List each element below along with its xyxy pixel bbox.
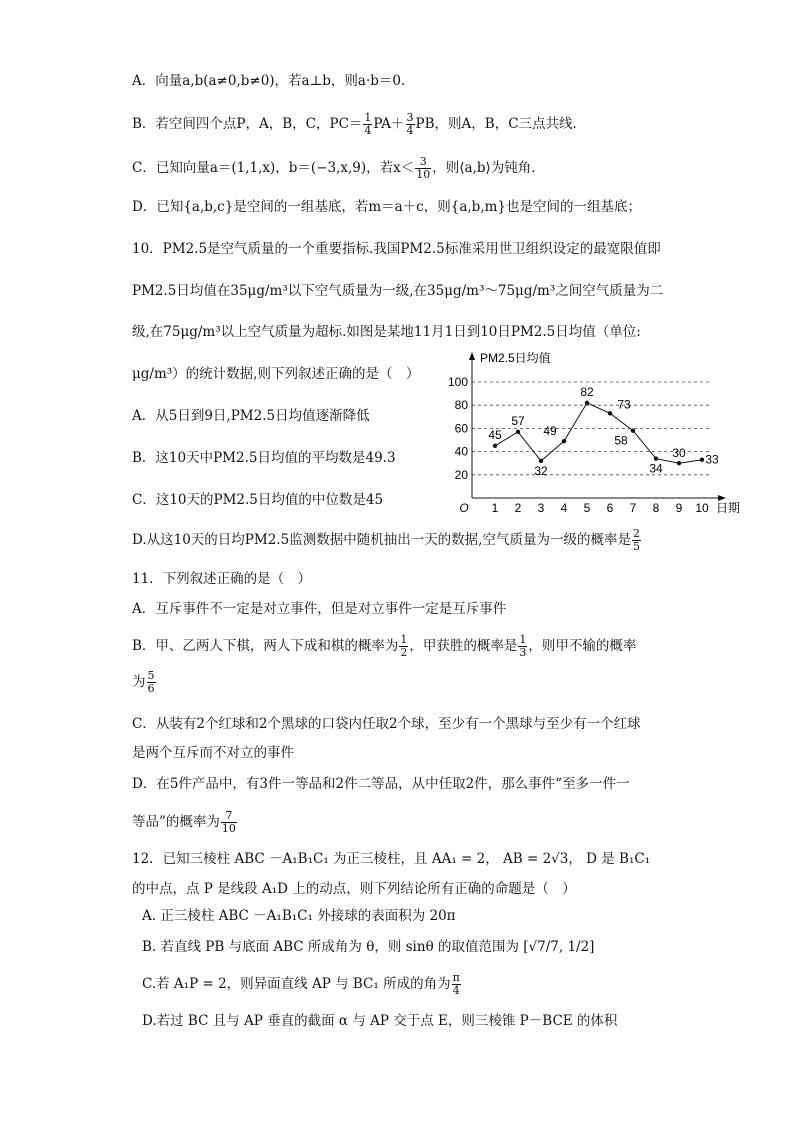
q12-stem-line-1: 12．已知三棱柱 ABC －A₁B₁C₁ 为正三棱柱，且 AA₁ = 2， AB = 2√3， D 是 B₁C₁ xyxy=(132,851,651,867)
series-line xyxy=(495,403,702,463)
q9-c-post: ，则⟨a,b⟩为钝角． xyxy=(432,160,545,176)
q12-c-pre: C.若 A₁P = 2，则异面直线 AP 与 BC₁ 所成的角为 xyxy=(142,976,451,992)
q11-option-d-line-2 xyxy=(132,810,238,835)
data-point xyxy=(677,461,681,465)
fraction: $\frac{3}{10}$ xyxy=(416,155,431,181)
q11-b-mid: ，甲获胜的概率是 xyxy=(409,638,518,654)
q10-d-pre: D.从这10天的日均PM2.5监测数据中随机抽出一天的数据,空气质量为一级的概率是 xyxy=(132,532,631,548)
x-tick-label: 10 xyxy=(695,501,709,515)
fraction: $\frac{1}{4}$ xyxy=(364,111,372,137)
fraction: $\frac{1}{3}$ xyxy=(519,633,527,659)
x-tick-label: 6 xyxy=(606,501,614,515)
q10-stem-line-4: μg/m³）的统计数据,则下列叙述正确的是（ ） xyxy=(132,366,420,382)
q11-b-pre: B．甲、乙两人下棋，两人下成和棋的概率为 xyxy=(132,638,399,654)
q10-option-d xyxy=(132,528,642,553)
data-point xyxy=(654,456,658,460)
x-tick-label: 5 xyxy=(583,501,591,515)
data-label: 82 xyxy=(580,384,594,399)
q10-option-b: B．这10天中PM2.5日均值的平均数是49.3 xyxy=(132,450,396,466)
fraction: $\frac{7}{10}$ xyxy=(221,809,236,835)
y-tick-label: 20 xyxy=(454,467,468,482)
data-label: 57 xyxy=(511,413,525,428)
fraction: $\frac{\pi}{4}$ xyxy=(452,971,460,997)
q10-option-c: C．这10天的PM2.5日均值的中位数是45 xyxy=(132,492,384,508)
y-axis-arrow xyxy=(469,352,475,360)
y-tick-label: 80 xyxy=(454,398,468,413)
x-tick-label: 9 xyxy=(675,501,683,515)
data-point xyxy=(585,401,589,405)
y-tick-label: 40 xyxy=(454,444,468,459)
q9-b-pre: B．若空间四个点P，A，B，C，PC＝ xyxy=(132,116,363,132)
pm25-line-chart xyxy=(440,346,750,516)
q11-option-a: A．互斥事件不一定是对立事件，但是对立事件一定是互斥事件 xyxy=(132,601,507,617)
q11-option-c-line-2: 是两个互斥而不对立的事件 xyxy=(132,745,294,761)
data-point xyxy=(493,444,497,448)
fraction: $\frac{5}{6}$ xyxy=(147,669,155,695)
q10-stem-line-2: PM2.5日均值在35μg/m³以下空气质量为一级,在35μg/m³～75μg/m³之间空气质量为二 xyxy=(132,283,664,299)
q10-stem-line-1: 10．PM2.5是空气质量的一个重要指标.我国PM2.5标准采用世卫组织设定的最宽限值即 xyxy=(132,241,661,257)
q12-option-c xyxy=(142,972,462,997)
x-tick-label: 7 xyxy=(629,501,637,515)
q9-c-pre: C．已知向量a＝(1,1,x)，b＝(−3,x,9)，若x＜ xyxy=(132,160,415,176)
data-point xyxy=(631,429,635,433)
data-label: 32 xyxy=(534,463,548,478)
q12-option-d: D.若过 BC 且与 AP 垂直的截面 α 与 AP 交于点 E，则三棱锥 P－BCE 的体积 xyxy=(142,1013,618,1029)
data-label: 30 xyxy=(672,446,686,461)
q11-d2-pre: 等品”的概率为 xyxy=(132,814,220,830)
data-point xyxy=(700,458,704,462)
q9-b-mid: PA＋ xyxy=(373,116,405,132)
q9-b-post: PB，则A，B，C三点共线． xyxy=(415,116,587,132)
q9-option-c xyxy=(132,156,545,181)
y-tick-label: 60 xyxy=(454,421,468,436)
data-point xyxy=(539,459,543,463)
data-point xyxy=(562,439,566,443)
x-tick-label: 3 xyxy=(537,501,545,515)
q12-stem-line-2: 的中点，点 P 是线段 A₁D 上的动点，则下列结论所有正确的命题是（ ） xyxy=(132,881,576,897)
data-label: 33 xyxy=(705,452,719,467)
q10-option-a: A．从5日到9日,PM2.5日均值逐渐降低 xyxy=(132,408,370,424)
fraction: $\frac{1}{2}$ xyxy=(400,633,408,659)
y-tick-label: 100 xyxy=(447,375,468,389)
q11-option-d-line-1: D．在5件产品中，有3件一等品和2件二等品，从中任取2件，那么事件“至多一件一 xyxy=(132,776,630,792)
q12-option-a: A. 正三棱柱 ABC －A₁B₁C₁ 外接球的表面积为 20π xyxy=(142,908,456,924)
x-axis-label: 日期 xyxy=(716,501,741,515)
origin-label: O xyxy=(459,501,469,515)
q12-option-b: B. 若直线 PB 与底面 ABC 所成角为 θ，则 sinθ 的取值范围为 [√7/7, 1/2] xyxy=(142,939,595,955)
data-label: 45 xyxy=(488,427,502,442)
data-point xyxy=(608,411,612,415)
q11-option-b xyxy=(132,634,636,659)
data-label: 58 xyxy=(614,433,628,448)
q11-b2-pre: 为 xyxy=(132,674,146,690)
q11-option-c-line-1: C．从装有2个红球和2个黑球的口袋内任取2个球，至少有一个黑球与至少有一个红球 xyxy=(132,716,641,732)
q11-b-post: ，则甲不输的概率 xyxy=(528,638,637,654)
x-tick-label: 1 xyxy=(491,501,499,515)
data-point xyxy=(516,430,520,434)
q11-option-b-cont xyxy=(132,670,157,695)
data-label: 73 xyxy=(617,397,631,412)
chart-title: PM2.5日均值 xyxy=(480,351,551,365)
data-label: 49 xyxy=(543,424,557,439)
x-tick-label: 8 xyxy=(652,501,660,515)
q11-stem: 11．下列叙述正确的是（ ） xyxy=(132,571,312,587)
x-tick-label: 4 xyxy=(560,501,568,515)
fraction: $\frac{2}{5}$ xyxy=(632,527,640,553)
q10-stem-line-3: 级,在75μg/m³以上空气质量为超标.如图是某地11月1日到10日PM2.5日均值（单位: xyxy=(132,324,641,340)
q9-option-b xyxy=(132,112,586,137)
fraction: $\frac{3}{4}$ xyxy=(406,111,414,137)
x-tick-label: 2 xyxy=(514,501,522,515)
q9-option-d: D．已知{a,b,c}是空间的一组基底，若m＝a＋c，则{a,b,m}也是空间的一组基底； xyxy=(132,199,641,215)
data-label: 34 xyxy=(649,461,663,476)
q9-option-a: A．向量a,b(a≠0,b≠0)，若a⊥b，则a·b＝0． xyxy=(132,73,415,89)
